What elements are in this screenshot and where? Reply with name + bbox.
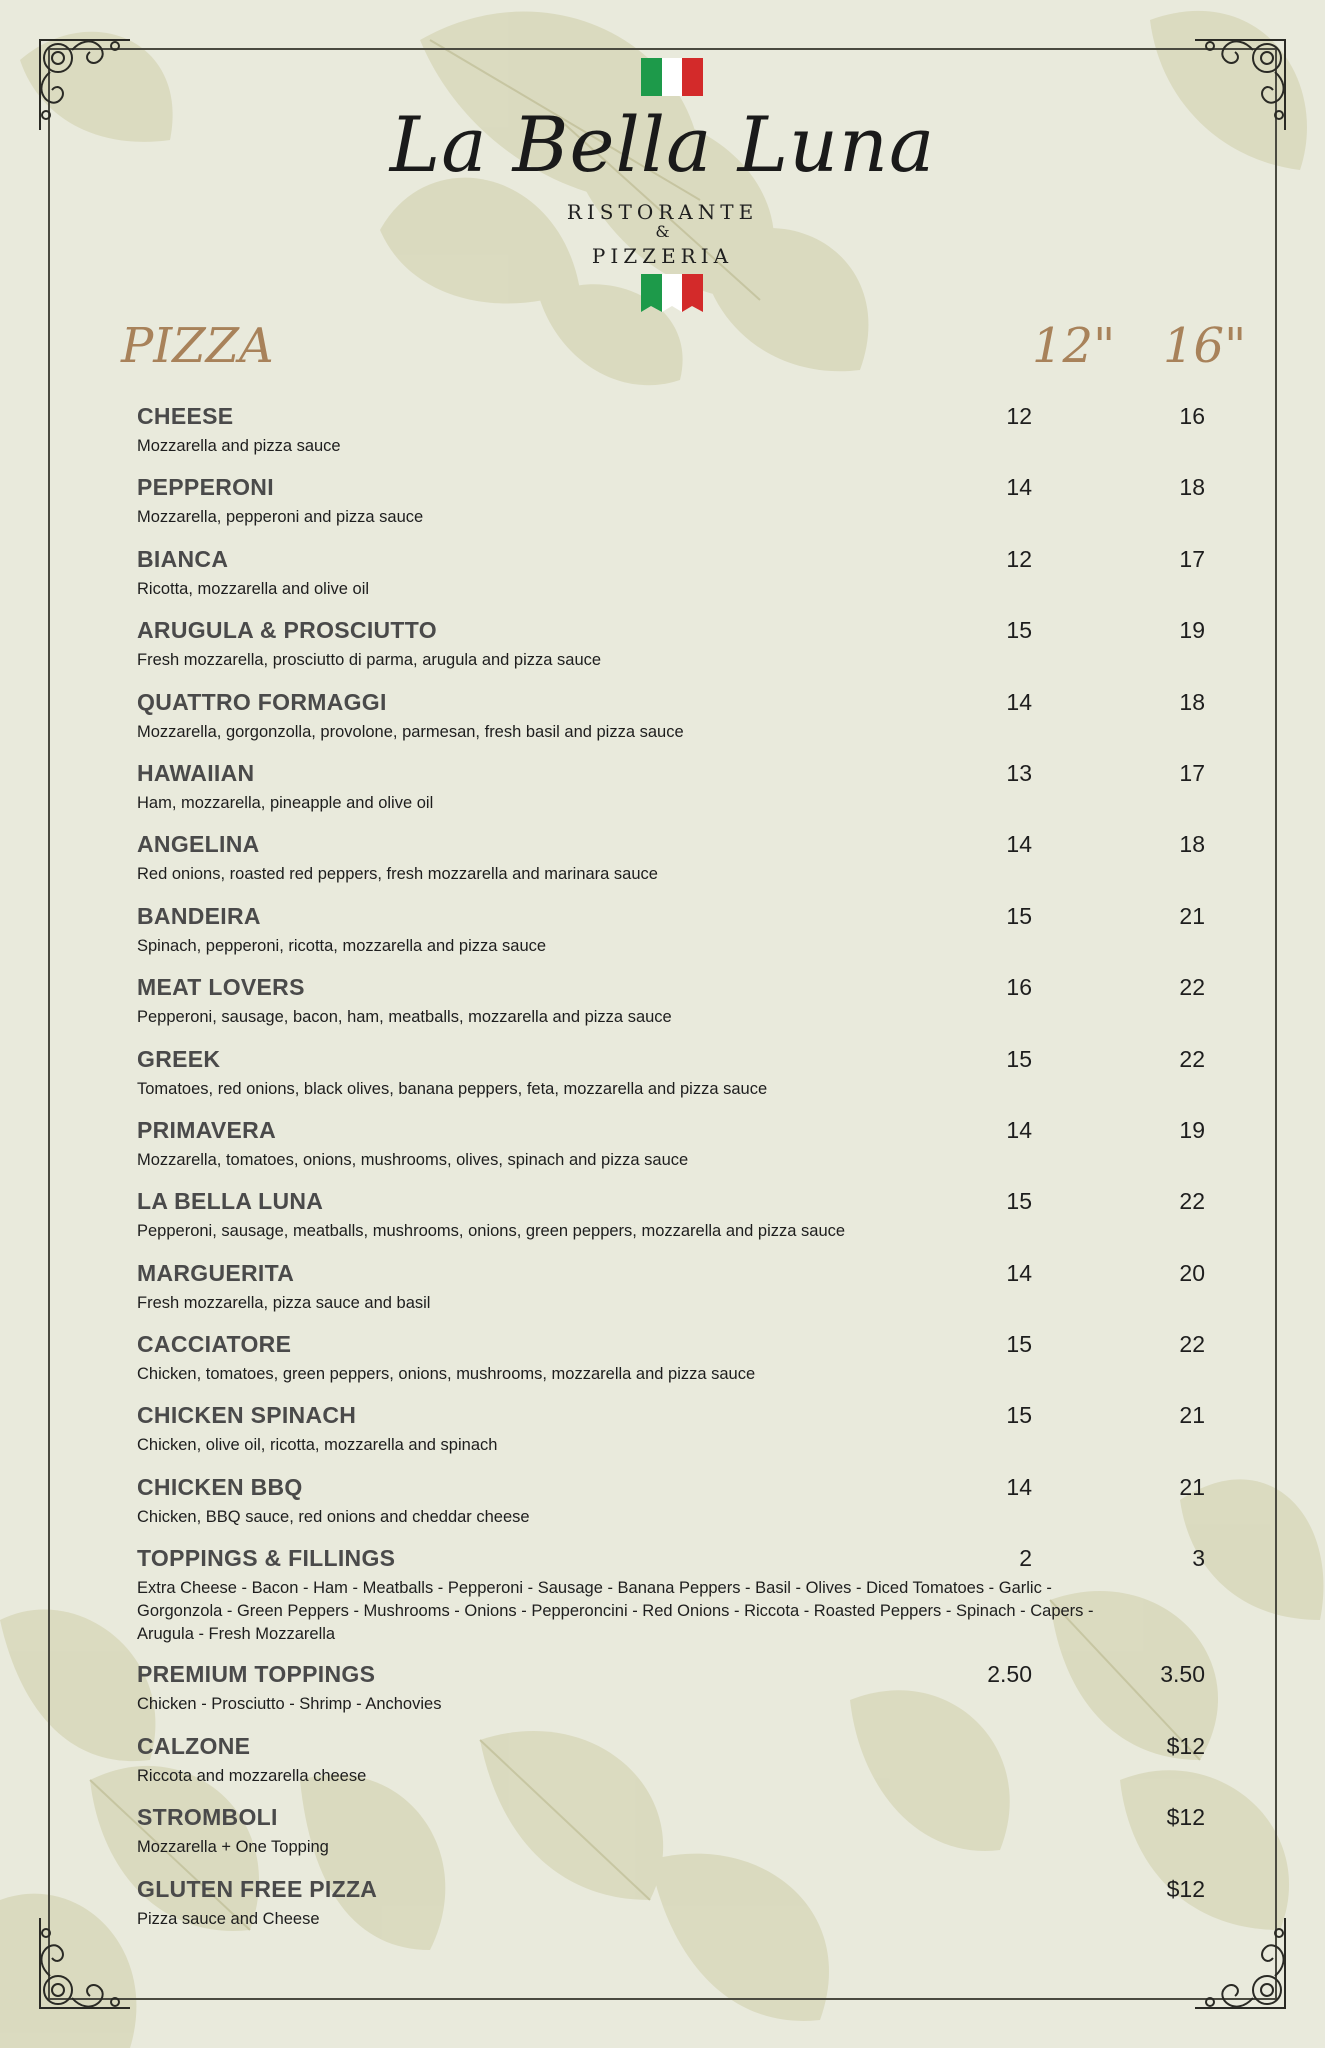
logo-subtitle-ristorante: RISTORANTE bbox=[566, 200, 759, 224]
price-16in: 18 bbox=[1179, 474, 1205, 500]
restaurant-logo: La Bella Luna bbox=[389, 100, 936, 189]
price-16in: 19 bbox=[1179, 617, 1205, 643]
price-12in: 14 bbox=[1006, 1260, 1032, 1286]
price-16in: 3.50 bbox=[1160, 1661, 1205, 1687]
logo-ampersand: & bbox=[655, 222, 670, 241]
menu-item-description: Fresh mozzarella, pizza sauce and basil bbox=[137, 1294, 431, 1312]
price-12in: 16 bbox=[1006, 974, 1032, 1000]
price-12in: 2.50 bbox=[987, 1661, 1032, 1687]
price-16in: 17 bbox=[1179, 546, 1205, 572]
menu-item-name: CHICKEN SPINACH bbox=[137, 1402, 357, 1428]
menu-item-name: TOPPINGS & FILLINGS bbox=[137, 1545, 396, 1571]
menu-item-description: Chicken, tomatoes, green peppers, onions, mushrooms, mozzarella and pizza sauce bbox=[137, 1365, 756, 1383]
menu-item-name: LA BELLA LUNA bbox=[137, 1188, 324, 1214]
menu-item-name: BANDEIRA bbox=[137, 903, 261, 929]
price-12in: 14 bbox=[1006, 1117, 1032, 1143]
menu-item-name: ANGELINA bbox=[137, 831, 260, 857]
column-header-12in: 12" bbox=[1032, 318, 1116, 374]
price-12in: 14 bbox=[1006, 474, 1032, 500]
menu-item-description: Mozzarella and pizza sauce bbox=[137, 437, 341, 455]
menu-item-name: PREMIUM TOPPINGS bbox=[137, 1661, 376, 1687]
menu-item-description: Red onions, roasted red peppers, fresh mozzarella and marinara sauce bbox=[137, 865, 658, 883]
section-title: PIZZA bbox=[121, 318, 274, 374]
price-12in: 2 bbox=[1019, 1545, 1032, 1571]
price-16in: 22 bbox=[1179, 1046, 1205, 1072]
menu-item-name: QUATTRO FORMAGGI bbox=[137, 689, 387, 715]
menu-item-name: STROMBOLI bbox=[137, 1804, 278, 1830]
menu-item-name: ARUGULA & PROSCIUTTO bbox=[137, 617, 437, 643]
price-16in: 21 bbox=[1179, 1402, 1205, 1428]
menu-item-description: Mozzarella, tomatoes, onions, mushrooms, olives, spinach and pizza sauce bbox=[137, 1151, 689, 1169]
price-16in: $12 bbox=[1166, 1876, 1205, 1902]
menu-item-description: Fresh mozzarella, prosciutto di parma, arugula and pizza sauce bbox=[137, 651, 602, 669]
menu-item-description: Chicken, olive oil, ricotta, mozzarella and spinach bbox=[137, 1436, 498, 1454]
menu-item-description: Chicken, BBQ sauce, red onions and cheddar cheese bbox=[137, 1508, 530, 1526]
price-16in: 22 bbox=[1179, 1188, 1205, 1214]
price-16in: $12 bbox=[1166, 1733, 1205, 1759]
menu-item-description: Mozzarella + One Topping bbox=[137, 1838, 329, 1856]
price-16in: 21 bbox=[1179, 903, 1205, 929]
menu-item-name: CALZONE bbox=[137, 1733, 251, 1759]
menu-item-name: CACCIATORE bbox=[137, 1331, 292, 1357]
price-12in: 15 bbox=[1006, 1046, 1032, 1072]
price-16in: 3 bbox=[1192, 1545, 1205, 1571]
price-16in: 22 bbox=[1179, 1331, 1205, 1357]
italian-flag-icon bbox=[641, 274, 703, 312]
italian-flag-icon bbox=[641, 58, 703, 96]
menu-item-description: Mozzarella, pepperoni and pizza sauce bbox=[137, 508, 424, 526]
price-12in: 15 bbox=[1006, 1188, 1032, 1214]
price-12in: 15 bbox=[1006, 617, 1032, 643]
menu-item-name: BIANCA bbox=[137, 546, 229, 572]
price-12in: 15 bbox=[1006, 1402, 1032, 1428]
price-16in: 16 bbox=[1179, 403, 1205, 429]
menu-item-description: Pepperoni, sausage, bacon, ham, meatballs, mozzarella and pizza sauce bbox=[137, 1008, 672, 1026]
menu-item-description: Tomatoes, red onions, black olives, banana peppers, feta, mozzarella and pizza sauce bbox=[137, 1080, 768, 1098]
price-12in: 14 bbox=[1006, 1474, 1032, 1500]
price-16in: 17 bbox=[1179, 760, 1205, 786]
menu-item-name: MARGUERITA bbox=[137, 1260, 295, 1286]
column-header-16in: 16" bbox=[1163, 318, 1247, 374]
corner-ornament-icon bbox=[30, 1908, 140, 2018]
menu-item-name: GLUTEN FREE PIZZA bbox=[137, 1876, 378, 1902]
menu-item-name: CHEESE bbox=[137, 403, 234, 429]
price-16in: 18 bbox=[1179, 831, 1205, 857]
menu-item-name: MEAT LOVERS bbox=[137, 974, 305, 1000]
price-16in: 22 bbox=[1179, 974, 1205, 1000]
menu-item-description: Ham, mozzarella, pineapple and olive oil bbox=[137, 794, 434, 812]
price-12in: 15 bbox=[1006, 1331, 1032, 1357]
price-12in: 15 bbox=[1006, 903, 1032, 929]
menu-item-name: PRIMAVERA bbox=[137, 1117, 277, 1143]
menu-item-description: Riccota and mozzarella cheese bbox=[137, 1767, 367, 1785]
menu-item-name: PEPPERONI bbox=[137, 474, 274, 500]
menu-item-description: Chicken - Prosciutto - Shrimp - Anchovies bbox=[137, 1695, 442, 1713]
price-16in: $12 bbox=[1166, 1804, 1205, 1830]
price-16in: 18 bbox=[1179, 689, 1205, 715]
menu-item-description: Mozzarella, gorgonzolla, provolone, parmesan, fresh basil and pizza sauce bbox=[137, 723, 684, 741]
price-12in: 14 bbox=[1006, 689, 1032, 715]
menu-item-name: HAWAIIAN bbox=[137, 760, 255, 786]
menu-item-name: GREEK bbox=[137, 1046, 221, 1072]
menu-item-description: Spinach, pepperoni, ricotta, mozzarella and pizza sauce bbox=[137, 937, 547, 955]
price-12in: 12 bbox=[1006, 546, 1032, 572]
menu-item-description: Pepperoni, sausage, meatballs, mushrooms, onions, green peppers, mozzarella and pizza sauce bbox=[137, 1222, 846, 1240]
price-12in: 13 bbox=[1006, 760, 1032, 786]
price-16in: 21 bbox=[1179, 1474, 1205, 1500]
price-12in: 12 bbox=[1006, 403, 1032, 429]
price-16in: 20 bbox=[1179, 1260, 1205, 1286]
price-12in: 14 bbox=[1006, 831, 1032, 857]
price-16in: 19 bbox=[1179, 1117, 1205, 1143]
menu-item-description: Ricotta, mozzarella and olive oil bbox=[137, 580, 370, 598]
logo-subtitle-pizzeria: PIZZERIA bbox=[591, 244, 734, 268]
corner-ornament-icon bbox=[1185, 1908, 1295, 2018]
menu-item-description: Pizza sauce and Cheese bbox=[137, 1910, 320, 1928]
menu-item-name: CHICKEN BBQ bbox=[137, 1474, 303, 1500]
menu-item-description: Extra Cheese - Bacon - Ham - Meatballs - Pepperoni - Sausage - Banana Peppers - Basil - Olives - Diced Tomatoes - Garlic - Gorgonzola - Green Peppers - Mushrooms - Onions - Pepperoncini - Red Onions - Riccota - Roasted Peppers - Spinach - Capers - Arugula - Fresh Mozzarella bbox=[137, 1579, 1094, 1643]
